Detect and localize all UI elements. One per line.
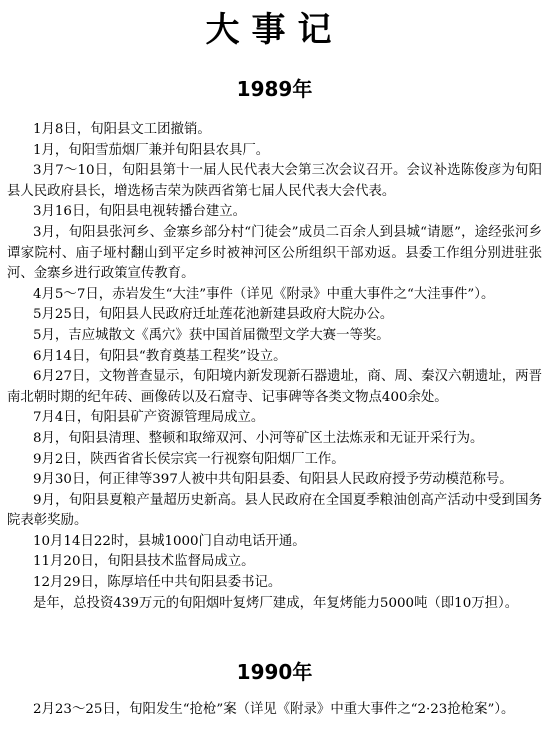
event-entry: 9月30日，何正律等397人被中共旬阳县委、旬阳县人民政府授予劳动模范称号。 <box>33 472 513 488</box>
event-entry: 8月，旬阳县清理、整顿和取缔双河、小河等矿区土法炼汞和无证开采行为。 <box>33 430 484 446</box>
event-entry: 1月8日，旬阳县文工团撤销。 <box>33 122 211 137</box>
year-heading-1989: 1989年 <box>236 77 313 101</box>
event-entry: 6月27日，文物普查显示，旬阳境内新发现新石器遗址，商、周、秦汉六朝遗址，两晋南北朝时期的纪年砖、画像砖以及石窟寺、记事碑等各类文物点400余处。 <box>7 369 542 405</box>
page-title: 大事记 <box>205 10 344 50</box>
event-entry: 是年，总投资439万元的旬阳烟叶复烤厂建成，年复烤能力5000吨（即10万担）。 <box>33 595 519 611</box>
event-entry: 5月，吉应城散文《禹穴》获中国首届微型文学大赛一等奖。 <box>33 327 390 343</box>
event-entry: 5月25日，旬阳县人民政府迁址莲花池新建县政府大院办公。 <box>33 307 394 323</box>
event-entry: 11月20日，旬阳县技术监督局成立。 <box>33 554 255 570</box>
event-entry: 3月，旬阳县张河乡、金寨乡部分村“门徒会”成员二百余人到县城“请愿”，途经张河乡谭家院村、庙子垭村翻山到平定乡时被神河区公所组织干部劝返。县委工作组分别进驻张河、金寨乡进行政策宣传教育。 <box>7 224 542 282</box>
event-entry: 9月2日，陕西省省长侯宗宾一行视察旬阳烟厂工作。 <box>33 451 345 467</box>
event-entry: 6月14日，旬阳县“教育奠基工程奖”设立。 <box>33 348 287 364</box>
event-entry: 7月4日，旬阳县矿产资源管理局成立。 <box>33 410 265 426</box>
event-list-1989 <box>7 120 542 614</box>
event-entry: 9月，旬阳县夏粮产量超历史新高。县人民政府在全国夏季粮油创高产活动中受到国务院表彰奖励。 <box>7 492 542 529</box>
year-heading-1990: 1990年 <box>236 660 313 684</box>
event-entry: 3月16日，旬阳县电视转播台建立。 <box>33 204 247 220</box>
event-entry: 1月，旬阳雪茄烟厂兼并旬阳县农具厂。 <box>33 142 270 158</box>
event-list-1990 <box>7 700 542 721</box>
event-entry: 10月14日22时，县城1000门自动电话开通。 <box>33 533 306 549</box>
event-entry: 12月29日，陈厚培任中共旬阳县委书记。 <box>33 575 282 591</box>
event-entry: 4月5～7日，赤岩发生“大洼”事件（详见《附录》中重大事件之“大洼事件”）。 <box>33 286 495 302</box>
event-entry: 2月23～25日，旬阳发生“抢枪”案（详见《附录》中重大事件之“2·23抢枪案”）。 <box>33 702 515 717</box>
event-entry: 3月7～10日，旬阳县第十一届人民代表大会第三次会议召开。会议补选陈俊彦为旬阳县人民政府县长，增选杨吉荣为陕西省第七届人民代表大会代表。 <box>7 163 542 199</box>
